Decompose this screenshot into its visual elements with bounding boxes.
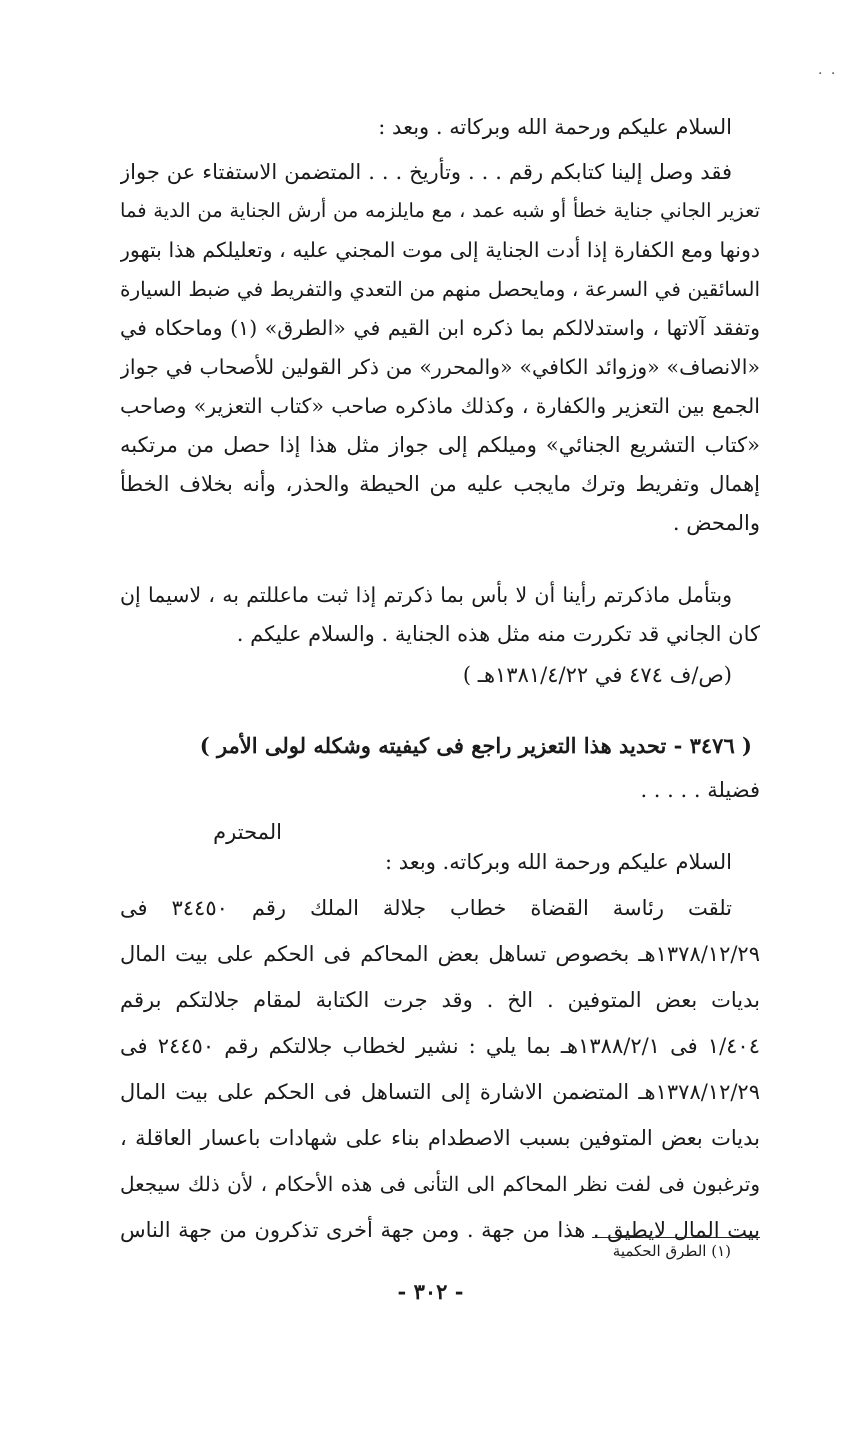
corner-mark: . .: [818, 62, 838, 78]
letter1-line: السائقين في السرعة ، ومايحصل منهم من التعدي والتفريط في ضبط السيارة: [120, 277, 760, 301]
footnote: (١) الطرق الحكمية: [612, 1242, 731, 1260]
footnote-rule: [592, 1237, 760, 1238]
letter1-line: وتفقد آلاتها ، واستدلالكم بما ذكره ابن القيم في «الطرق» (١) وماحكاه في: [120, 316, 760, 340]
letter1-greeting: السلام عليكم ورحمة الله وبركاته . وبعد :: [378, 115, 732, 139]
section2-line: ١٣٧٨/١٢/٢٩هـ المتضمن الاشارة إلى التساهل فى الحكم على بيت المال: [120, 1080, 760, 1104]
honorific: المحترم: [213, 820, 282, 844]
section-heading: ( ٣٤٧٦ - تحديد هذا التعزير راجع فى كيفيته وشكله لولى الأمر ): [199, 733, 752, 758]
letter1-line: «كتاب التشريع الجنائي» وميلكم إلى جواز مثل هذا إذا حصل من مرتكبه: [120, 433, 760, 457]
section2-line: تلقت رئاسة القضاة خطاب جلالة الملك رقم ٣٤٤٥٠ فى: [120, 896, 733, 920]
letter1-line: فقد وصل إلينا كتابكم رقم . . . وتأريخ . . . المتضمن الاستفتاء عن جواز: [120, 160, 732, 184]
letter1-reference: (ص/ف ٤٧٤ في ١٣٨١/٤/٢٢هـ ): [462, 663, 732, 687]
letter1-line: إهمال وتفريط وترك مايجب عليه من الحيطة والحذر، وأنه بخلاف الخطأ: [120, 472, 760, 496]
section2-greeting: السلام عليكم ورحمة الله وبركاته. وبعد :: [384, 850, 732, 874]
letter1-closing-line: كان الجاني قد تكررت منه مثل هذه الجناية . والسلام عليكم .: [236, 622, 760, 646]
letter1-line: الجمع بين التعزير والكفارة ، وكذلك ماذكره صاحب «كتاب التعزير» وصاحب: [120, 394, 760, 418]
letter1-line: والمحض .: [672, 511, 760, 535]
letter1-line: «الانصاف» «وزوائد الكافي» «والمحرر» من ذكر القولين للأصحاب في جواز: [120, 355, 760, 379]
page-number: - ٣٠٢ -: [397, 1279, 464, 1304]
section2-line: ١/٤٠٤ فى ١٣٨٨/٢/١هـ بما يلي : نشير لخطاب جلالتكم رقم ٢٤٤٥٠ فى: [120, 1034, 760, 1058]
addressee: فضيلة . . . . .: [640, 778, 760, 802]
letter1-line: تعزير الجاني جناية خطأ أو شبه عمد ، مع مايلزمه من أرش الجناية من الدية فما: [120, 199, 760, 222]
section2-line: بديات بعض المتوفين بسبب الاصطدام بناء على شهادات باعسار العاقلة ،: [120, 1126, 760, 1150]
letter1-line: دونها ومع الكفارة إذا أدت الجناية إلى موت المجني عليه ، وتعليلكم هذا بتهور: [120, 238, 760, 262]
letter1-closing-line: وبتأمل ماذكرتم رأينا أن لا بأس بما ذكرتم إذا ثبت ماعللتم به ، لاسيما إن: [120, 583, 732, 607]
section2-line: بيت المال لايطيق . هذا من جهة . ومن جهة أخرى تذكرون من جهة الناس: [120, 1218, 760, 1242]
section2-line: وترغبون فى لفت نظر المحاكم الى التأنى فى هذه الأحكام ، لأن ذلك سيجعل: [120, 1172, 760, 1196]
section2-line: بديات بعض المتوفين . الخ . وقد جرت الكتابة لمقام جلالتكم برقم: [120, 988, 760, 1012]
section2-line: ١٣٧٨/١٢/٢٩هـ بخصوص تساهل بعض المحاكم فى الحكم على بيت المال: [120, 942, 760, 966]
